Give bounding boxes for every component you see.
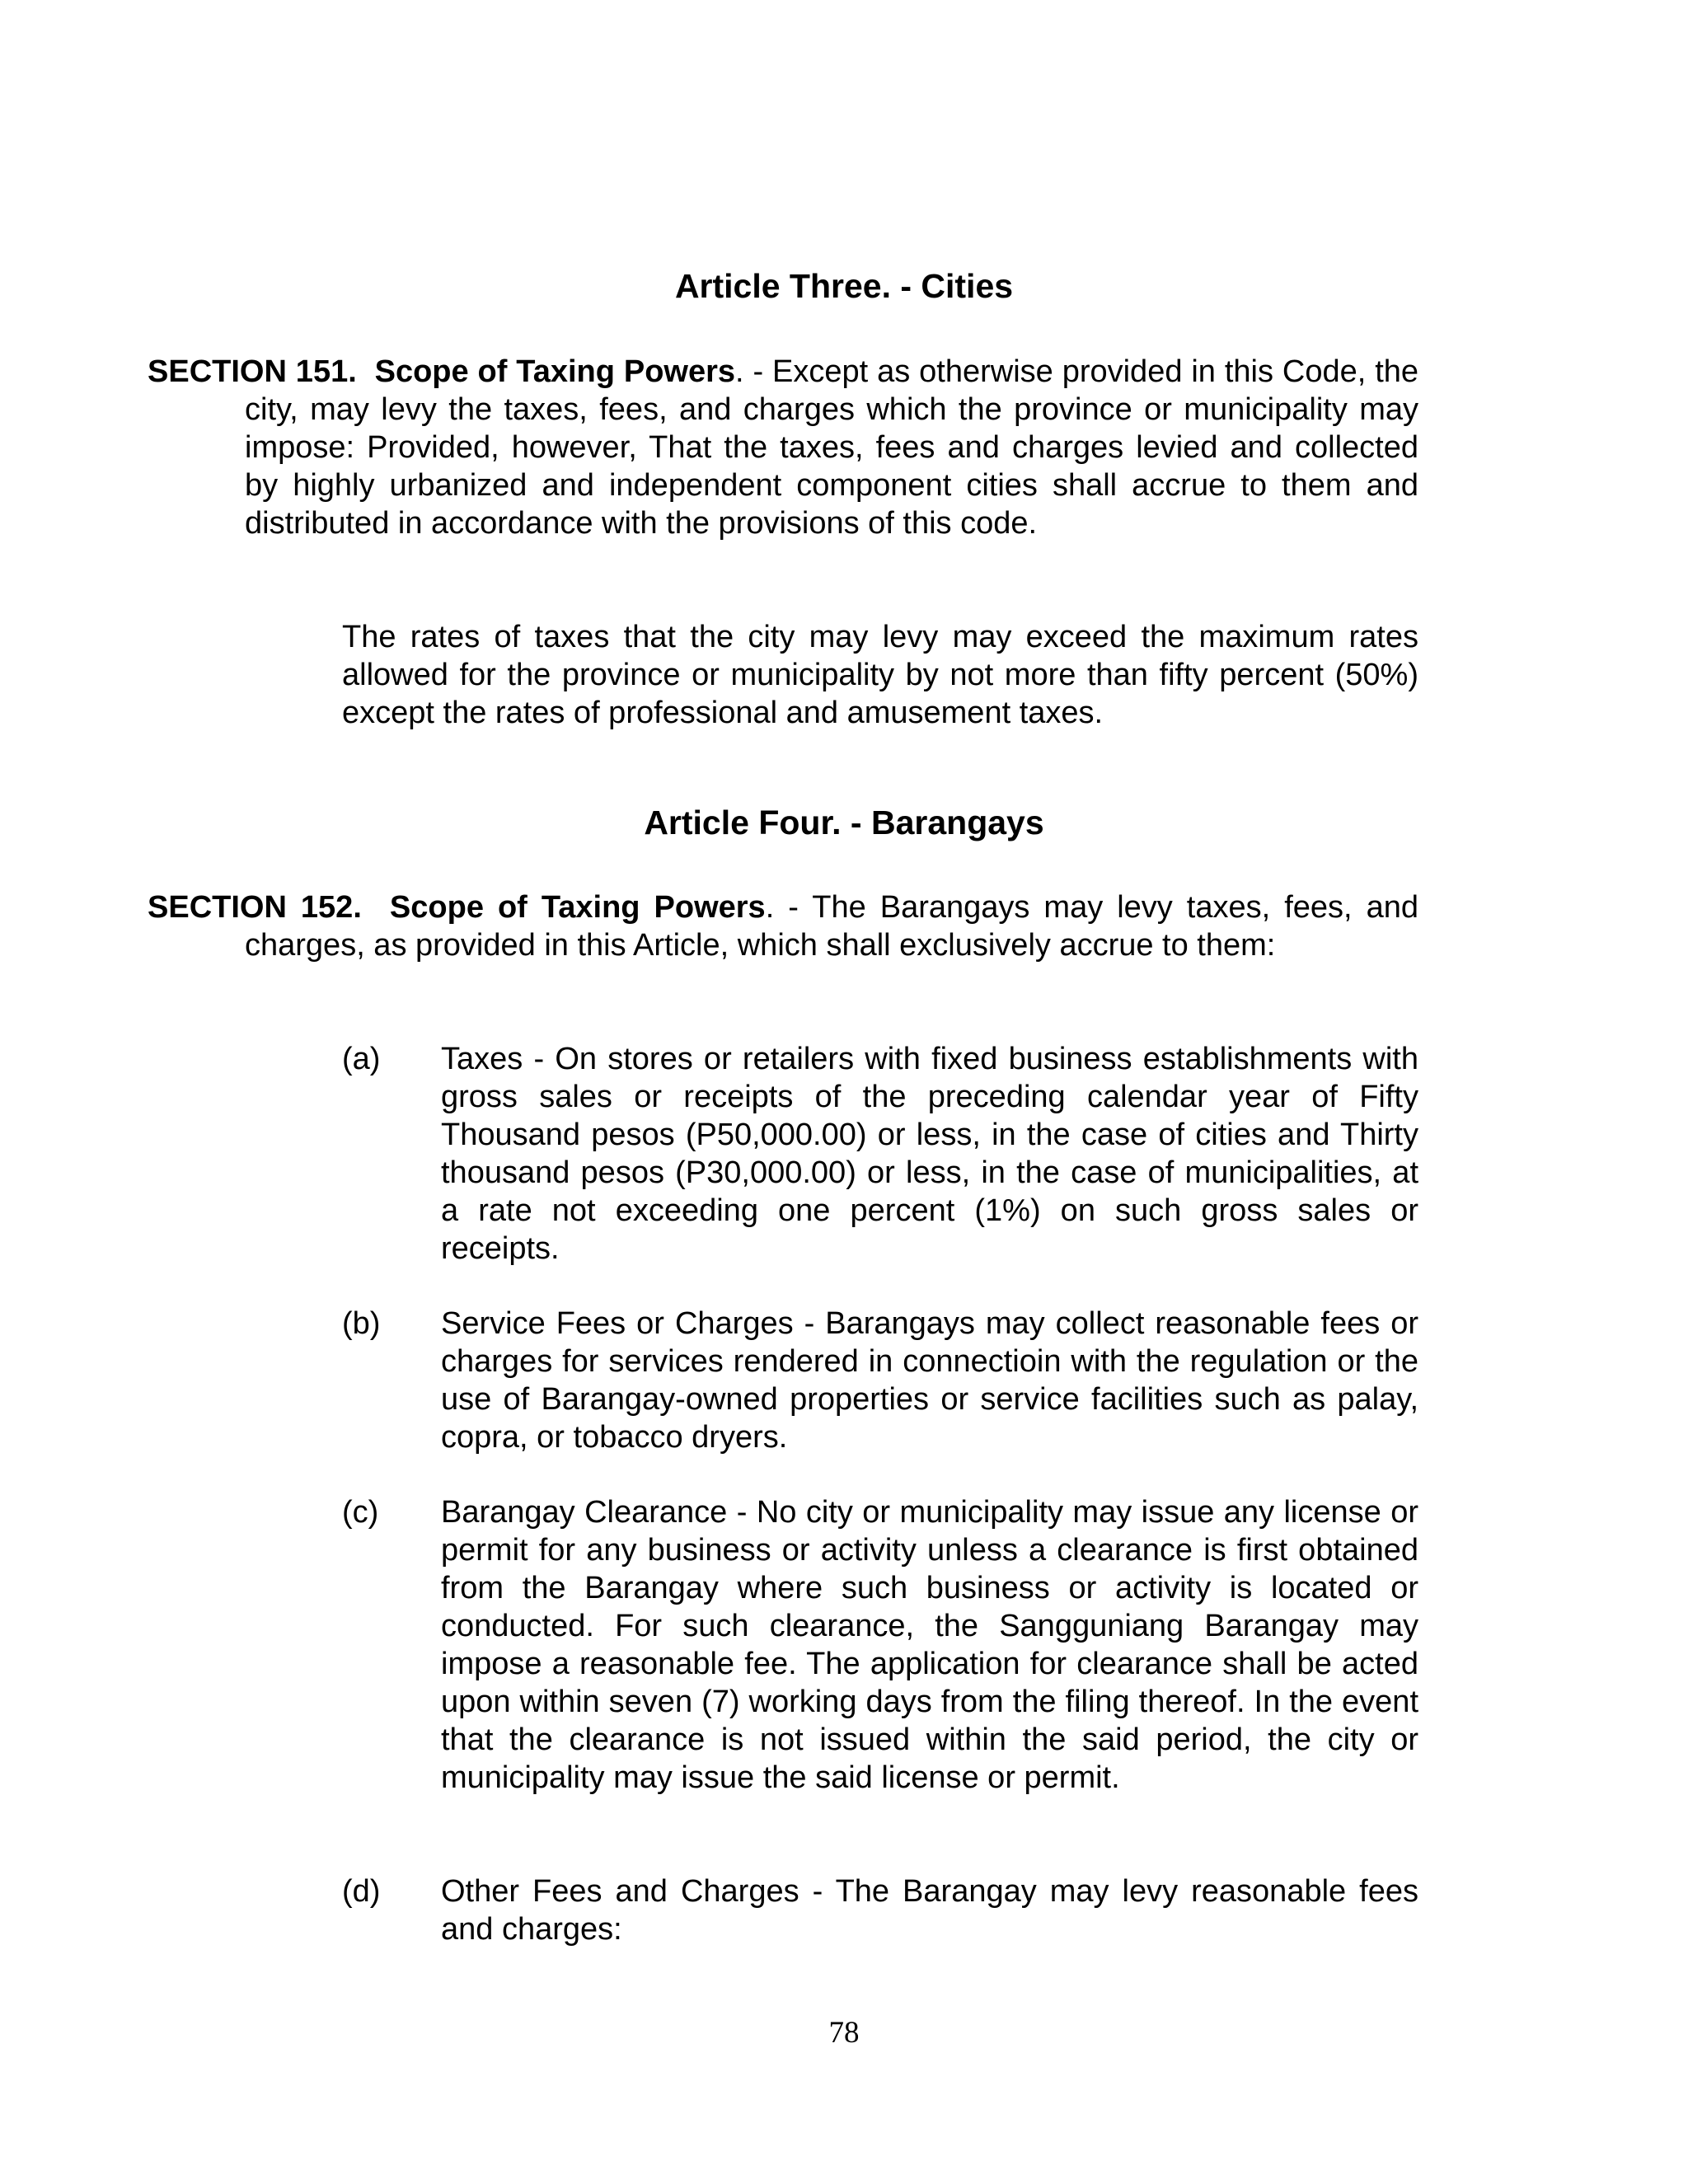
item-c-label: (c) [342, 1495, 379, 1530]
section-152-number: SECTION 152. [148, 890, 362, 925]
item-a-text: Taxes - On stores or retailers with fixed business establishments with gross sales or receipts of the preceding calendar year of Fifty Thousand pesos (P50,000.00) or less, in the case of cities and Thirty thousand pesos (P30,000.00) or less, in the case of municipalities, at a rate not exceeding one percent (1%) on such gross sales or receipts. [441, 1042, 1418, 1266]
item-b-text: Service Fees or Charges - Barangays may collect reasonable fees or charges for services rendered in connectioin with the regulation or the use of Barangay-owned properties or service facilities such as palay, copra, or tobacco dryers. [441, 1306, 1418, 1455]
item-d-text: Other Fees and Charges - The Barangay may levy reasonable fees and charges: [441, 1874, 1418, 1947]
item-c-text: Barangay Clearance - No city or municipality may issue any license or permit for any business or activity unless a clearance is first obtained from the Barangay where such business or activity is located or conducted. For such clearance, the Sangguniang Barangay may impose a reasonable fee. The application for clearance shall be acted upon within seven (7) working days from the filing thereof. In the event that the clearance is not issued within the said period, the city or municipality may issue the said license or permit. [441, 1495, 1418, 1795]
section-151-title: Scope of Taxing Powers [374, 354, 736, 389]
section-152-paragraph [148, 888, 1419, 964]
section-151-text: . - Except as otherwise provided in this Code, the city, may levy the taxes, fees, and charges which the province or municipality may impose: Provided, however, That the taxes, fees and charges levied and collected by highly urbanized and independent component cities shall accrue to them and distributed in accordance with the provisions of this code. [245, 354, 1419, 541]
section-151-number: SECTION 151. [148, 354, 357, 389]
article-three-heading: Article Three. - Cities [674, 267, 1014, 305]
item-a-label: (a) [342, 1042, 381, 1076]
section-152-title: Scope of Taxing Powers [389, 890, 766, 925]
item-b-label: (b) [342, 1306, 381, 1341]
section-151-paragraph [148, 353, 1419, 542]
section-152-text: . - The Barangays may levy taxes, fees, and charges, as provided in this Article, which shall exclusively accrue to them: [245, 890, 1419, 963]
section-151-paragraph-2: The rates of taxes that the city may levy may exceed the maximum rates allowed for the province or municipality by not more than fifty percent (50%) except the rates of professional and amusement taxes. [342, 620, 1418, 730]
page-number: 78 [828, 2016, 860, 2050]
item-d-label: (d) [342, 1874, 381, 1909]
article-four-heading: Article Four. - Barangays [644, 804, 1044, 841]
